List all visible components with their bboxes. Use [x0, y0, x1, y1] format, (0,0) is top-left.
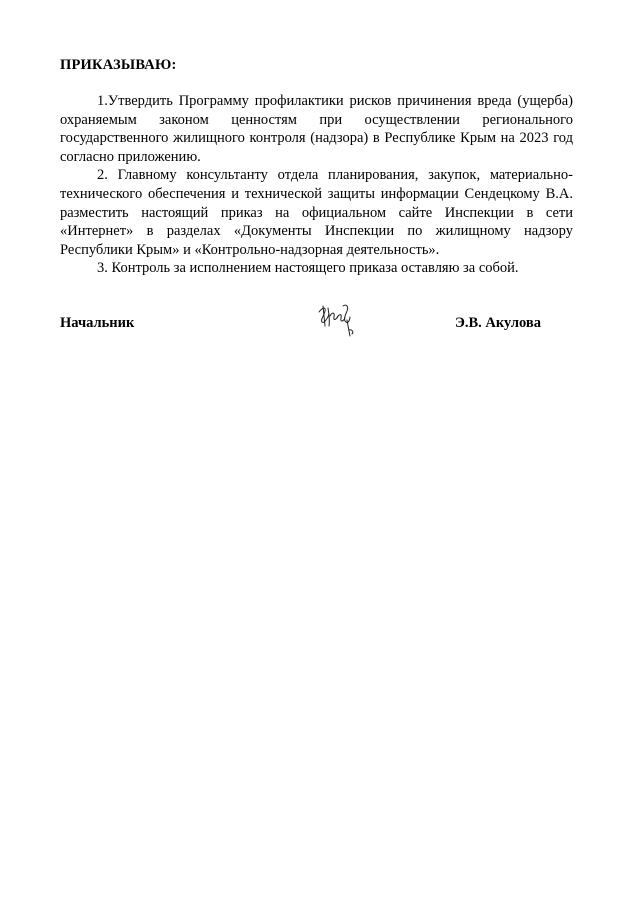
- handwritten-signature: [313, 300, 359, 340]
- order-item-3: 3. Контроль за исполнением настоящего приказа оставляю за собой.: [97, 260, 519, 277]
- order-item-1: 1.Утвердить Программу профилактики рисков причинения вреда (ущерба) охраняемым законом ценностям при осуществлении регионального государственного жилищного контроля (надзора) в Республике Крым на 2023 год согласно приложению.: [60, 93, 573, 165]
- order-body: [60, 92, 573, 278]
- signatory-name: Э.В. Акулова: [455, 315, 541, 331]
- signature-block: [60, 300, 560, 344]
- order-item-2: 2. Главному консультанту отдела планирования, закупок, материально-технического обеспечения и технической защиты информации Сендецкому В.А. разместить настоящий приказ на официальном сайте Инспекции в сети «Интернет» в разделах «Документы Инспекции по жилищному надзору Республики Крым» и «Контрольно-надзорная деятельность».: [60, 167, 573, 258]
- order-heading: ПРИКАЗЫВАЮ:: [60, 57, 177, 73]
- signatory-role: Начальник: [60, 315, 135, 331]
